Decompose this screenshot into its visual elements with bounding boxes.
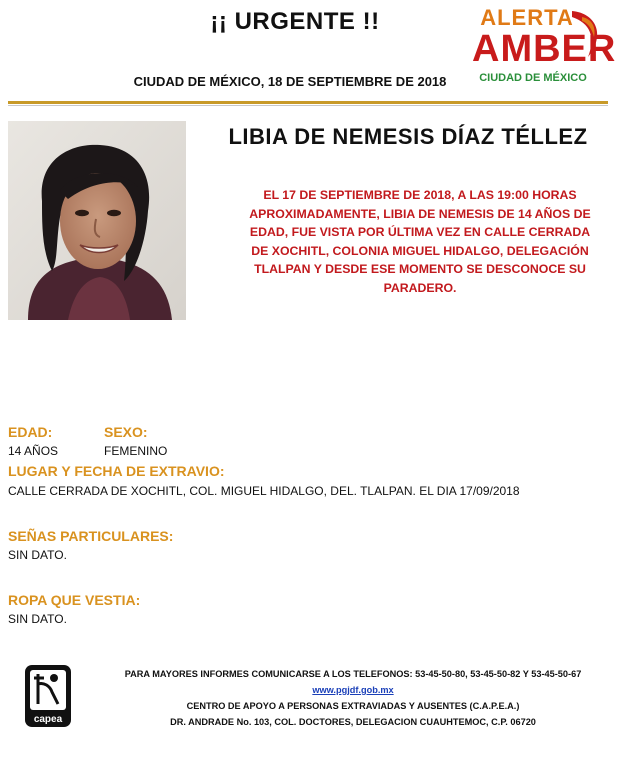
place-date-value: CALLE CERRADA DE XOCHITL, COL. MIGUEL HIDALGO, DEL. TLALPAN. EL DIA 17/09/2018 bbox=[8, 484, 520, 498]
age-label: EDAD: bbox=[8, 424, 53, 440]
distinguishing-marks-value: SIN DATO. bbox=[8, 548, 67, 562]
person-name: LIBIA DE NEMESIS DÍAZ TÉLLEZ bbox=[228, 124, 588, 149]
sex-label: SEXO: bbox=[104, 424, 148, 440]
distinguishing-marks-label: SEÑAS PARTICULARES: bbox=[8, 528, 174, 544]
place-date-label: LUGAR Y FECHA DE EXTRAVIO: bbox=[8, 463, 225, 479]
logo-line-city: CIUDAD DE MÉXICO bbox=[479, 72, 587, 84]
clothing-label: ROPA QUE VESTIA: bbox=[8, 592, 141, 608]
footer-center-name: CENTRO DE APOYO A PERSONAS EXTRAVIADAS Y AUSENTES (C.A.P.E.A.) bbox=[186, 701, 520, 711]
clothing-value: SIN DATO. bbox=[8, 612, 67, 626]
missing-person-photo bbox=[8, 121, 186, 320]
logo-line-alerta: ALERTA bbox=[480, 5, 574, 30]
capea-logo bbox=[24, 664, 72, 728]
footer-website-link[interactable]: www.pgjdf.gob.mx bbox=[312, 685, 394, 695]
capea-logo-text: capea bbox=[33, 714, 63, 725]
footer-contact bbox=[96, 666, 610, 730]
dateline: CIUDAD DE MÉXICO, 18 DE SEPTIEMBRE DE 2018 bbox=[133, 74, 447, 89]
logo-line-amber: AMBER bbox=[472, 28, 617, 70]
sex-value: FEMENINO bbox=[104, 444, 168, 458]
logo-swoosh-icon bbox=[566, 7, 610, 73]
footer-phones: PARA MAYORES INFORMES COMUNICARSE A LOS TELEFONOS: 53-45-50-80, 53-45-50-82 Y 53-45-50-67 bbox=[124, 669, 582, 679]
urgent-heading: ¡¡ URGENTE !! bbox=[210, 8, 380, 35]
header-rule-shadow bbox=[8, 105, 608, 106]
footer-address: DR. ANDRADE No. 103, COL. DOCTORES, DELEGACION CUAUHTEMOC, C.P. 06720 bbox=[170, 717, 536, 727]
alerta-amber-logo bbox=[472, 5, 617, 91]
incident-description: EL 17 DE SEPTIEMBRE DE 2018, A LAS 19:00 HORAS APROXIMADAMENTE, LIBIA DE NEMESIS DE 14 AÑOS DE EDAD, FUE VISTA POR ÚLTIMA VEZ EN CALLE CERRADA DE XOCHITL, COLONIA MIGUEL HIDALGO, DELEGACIÓN TLALPAN Y DESDE ESE MOMENTO SE DESCONOCE SU PARADERO. bbox=[249, 188, 591, 295]
header-rule bbox=[8, 101, 608, 104]
age-value: 14 AÑOS bbox=[8, 444, 59, 458]
